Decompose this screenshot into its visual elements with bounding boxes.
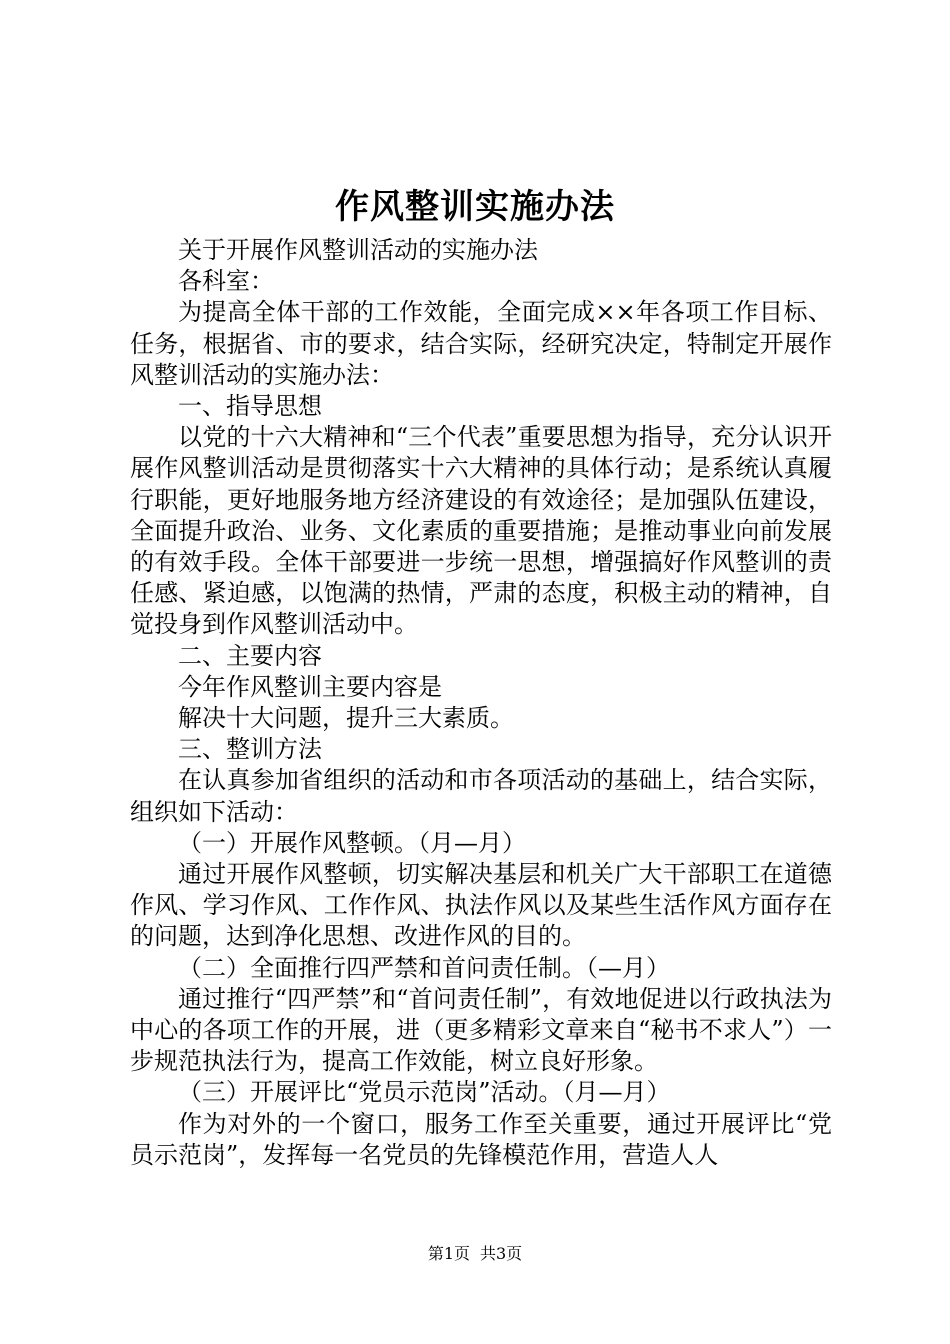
subsection-paragraph-3: 作为对外的一个窗口，服务工作至关重要，通过开展评比“党员示范岗”，发挥每一名党员的先锋模范作用，营造人人 xyxy=(130,1109,832,1169)
subsection-paragraph-2: 通过推行“四严禁”和“首问责任制”，有效地促进以行政执法为中心的各项工作的开展，进（更多精彩文章来自“秘书不求人”）一步规范执法行为，提高工作效能，树立良好形象。 xyxy=(130,984,832,1076)
main-content-paragraph: 今年作风整训主要内容是 xyxy=(178,672,442,701)
subsection-heading-1: （一）开展作风整顿。（月—月） xyxy=(178,828,526,857)
subsection-heading-3: （三）开展评比“党员示范岗”活动。（月—月） xyxy=(178,1078,671,1107)
subsection-heading-2: （二）全面推行四严禁和首问责任制。（—月） xyxy=(178,953,670,982)
section-heading-guiding-thought: 一、指导思想 xyxy=(178,392,322,421)
intro-paragraph: 为提高全体干部的工作效能，全面完成××年各项工作目标、任务，根据省、市的要求，结合实际，经研究决定，特制定开展作风整训活动的实施办法： xyxy=(130,298,832,389)
guiding-thought-paragraph: 以党的十六大精神和“三个代表”重要思想为指导，充分认识开展作风整训活动是贯彻落实十六大精神的具体行动；是系统认真履行职能，更好地服务地方经济建设的有效途径；是加强队伍建设，全面提升政治、业务、文化素质的重要措施；是推动事业向前发展的有效手段。全体干部要进一步统一思想，增强搞好作风整训的责任感、紧迫感，以饱满的热情，严肃的态度，积极主动的精神，自觉投身到作风整训活动中。 xyxy=(130,423,832,639)
section-heading-main-content: 二、主要内容 xyxy=(178,641,322,670)
main-content-paragraph: 解决十大问题，提升三大素质。 xyxy=(178,704,514,733)
doc-heading-line: 关于开展作风整训活动的实施办法 xyxy=(178,236,538,264)
page-number: 第1页 xyxy=(427,1244,470,1263)
document-body xyxy=(130,235,832,1171)
section-heading-methods: 三、整训方法 xyxy=(178,735,322,764)
salutation: 各科室： xyxy=(178,267,274,296)
page-footer xyxy=(0,1243,950,1265)
subsection-paragraph-1: 通过开展作风整顿，切实解决基层和机关广大干部职工在道德作风、学习作风、工作作风、执法作风以及某些生活作风方面存在的问题，达到净化思想、改进作风的目的。 xyxy=(130,860,832,951)
page-total: 共3页 xyxy=(480,1244,523,1263)
methods-intro-paragraph: 在认真参加省组织的活动和市各项活动的基础上，结合实际，组织如下活动： xyxy=(130,766,832,826)
page-title: 作风整训实施办法 xyxy=(335,187,615,227)
